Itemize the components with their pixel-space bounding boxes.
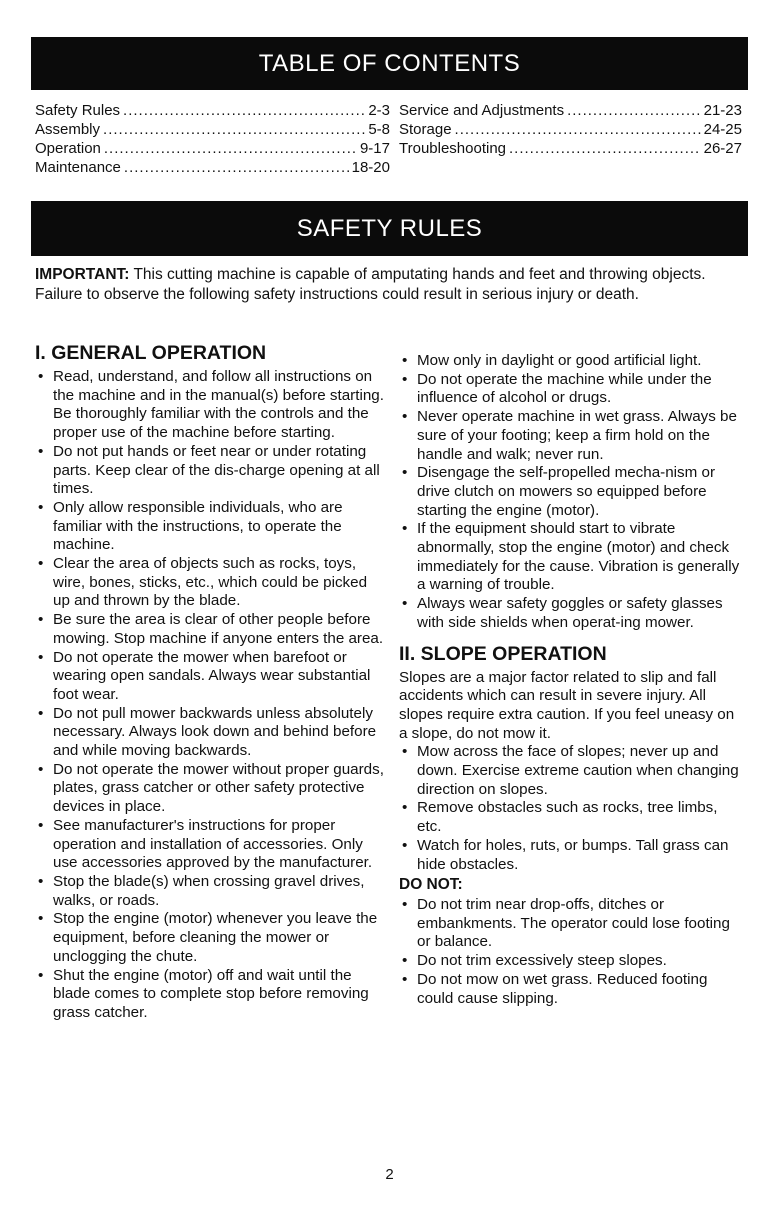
- list-item: • Shut the engine (motor) off and wait until the blade comes to complete stop before removing grass catcher.: [35, 967, 388, 1023]
- safety-rules-title: SAFETY RULES: [296, 214, 483, 242]
- toc-entry[interactable]: [399, 139, 742, 158]
- toc-right-column: [399, 101, 742, 158]
- toc-entry[interactable]: [35, 158, 390, 177]
- list-item: • Do not pull mower backwards unless absolutely necessary. Always look down and behind before and while moving backwards.: [35, 705, 388, 761]
- toc-leader-dots: [509, 139, 701, 158]
- list-item: • Do not trim excessively steep slopes.: [399, 952, 744, 971]
- toc-entry[interactable]: [35, 139, 390, 158]
- toc-entry-label: Troubleshooting: [399, 140, 507, 157]
- toc-entry[interactable]: [35, 101, 390, 120]
- list-item: • Do not operate the machine while under the influence of alcohol or drugs.: [399, 371, 744, 408]
- list-item: • Clear the area of objects such as rocks, toys, wire, bones, sticks, etc., which could be picked up and thrown by the blade.: [35, 555, 388, 611]
- important-notice: [35, 265, 745, 305]
- toc-entry-pages: 5-8: [368, 121, 390, 138]
- do-not-heading: DO NOT:: [399, 876, 463, 894]
- list-item: • Mow only in daylight or good artificial light.: [399, 352, 744, 371]
- left-column: [35, 342, 388, 1023]
- toc-entry-pages: 2-3: [368, 102, 390, 119]
- toc-entry[interactable]: [399, 101, 742, 120]
- toc-leader-dots: [455, 120, 701, 139]
- toc-entry-pages: 24-25: [703, 121, 742, 138]
- toc-leader-dots: [103, 120, 365, 139]
- list-item: • Be sure the area is clear of other people before mowing. Stop machine if anyone enters the area.: [35, 611, 388, 648]
- page-number: 2: [385, 1166, 394, 1183]
- toc-left-column: [35, 101, 390, 177]
- toc-entry[interactable]: [35, 120, 390, 139]
- list-item: • Do not put hands or feet near or under rotating parts. Keep clear of the dis-charge opening at all times.: [35, 443, 388, 499]
- list-item: • Mow across the face of slopes; never up and down. Exercise extreme caution when changing direction on slopes.: [399, 743, 744, 799]
- list-item: • Stop the engine (motor) whenever you leave the equipment, before cleaning the mower or unclogging the chute.: [35, 910, 388, 966]
- important-text: This cutting machine is capable of amputating hands and feet and throwing objects. Failure to observe the following safety instructions could result in serious injury or death.: [35, 266, 706, 303]
- toc-leader-dots: [104, 139, 357, 158]
- general-operation-heading: I. GENERAL OPERATION: [35, 342, 267, 364]
- toc-leader-dots: [567, 101, 701, 120]
- list-item: • See manufacturer's instructions for proper operation and installation of accessories. Only use accessories approved by the manufacturer.: [35, 817, 388, 873]
- list-item: • Always wear safety goggles or safety glasses with side shields when operat-ing mower.: [399, 595, 744, 632]
- important-label: IMPORTANT:: [35, 266, 130, 283]
- toc-entry-pages: 21-23: [703, 102, 742, 119]
- slope-intro-paragraph: Slopes are a major factor related to slip and fall accidents which can result in severe injury. All slopes require extra caution. If you feel uneasy on a slope, do not mow it.: [399, 668, 735, 742]
- slope-operation-list: [399, 743, 744, 874]
- list-item: • Never operate machine in wet grass. Always be sure of your footing; keep a firm hold on the handle and walk; never run.: [399, 408, 744, 464]
- toc-title: TABLE OF CONTENTS: [258, 49, 521, 77]
- general-operation-list-continued: [399, 352, 744, 633]
- list-item: • Only allow responsible individuals, who are familiar with the instructions, to operate the machine.: [35, 499, 388, 555]
- toc-entry-label: Maintenance: [35, 159, 121, 176]
- toc-entry[interactable]: [399, 120, 742, 139]
- toc-entry-label: Operation: [35, 140, 101, 157]
- toc-leader-dots: [124, 158, 349, 177]
- right-column: [399, 352, 744, 1008]
- toc-entry-label: Safety Rules: [35, 102, 121, 119]
- list-item: • Watch for holes, ruts, or bumps. Tall grass can hide obstacles.: [399, 837, 744, 874]
- toc-entry-label: Assembly: [35, 121, 101, 138]
- safety-rules-banner: [31, 201, 748, 256]
- list-item: • If the equipment should start to vibrate abnormally, stop the engine (motor) and check immediately for the cause. Vibration is generally a warning of trouble.: [399, 520, 744, 595]
- list-item: • Do not mow on wet grass. Reduced footing could cause slipping.: [399, 971, 744, 1008]
- toc-banner: [31, 37, 748, 90]
- list-item: • Do not trim near drop-offs, ditches or embankments. The operator could lose footing or balance.: [399, 896, 744, 952]
- general-operation-list: [35, 368, 388, 1023]
- list-item: • Stop the blade(s) when crossing gravel drives, walks, or roads.: [35, 873, 388, 910]
- toc-entry-label: Service and Adjustments: [399, 102, 565, 119]
- list-item: • Read, understand, and follow all instructions on the machine and in the manual(s) before starting. Be thoroughly familiar with the controls and the proper use of the machine before starting.: [35, 368, 388, 443]
- toc-entry-pages: 18-20: [351, 159, 390, 176]
- list-item: • Do not operate the mower without proper guards, plates, grass catcher or other safety protective devices in place.: [35, 761, 388, 817]
- list-item: • Do not operate the mower when barefoot or wearing open sandals. Always wear substantial foot wear.: [35, 649, 388, 705]
- toc-leader-dots: [123, 101, 365, 120]
- list-item: • Disengage the self-propelled mecha-nism or drive clutch on mowers so equipped before starting the engine (motor).: [399, 464, 744, 520]
- toc-entry-label: Storage: [399, 121, 452, 138]
- toc-entry-pages: 9-17: [359, 140, 390, 157]
- list-item: • Remove obstacles such as rocks, tree limbs, etc.: [399, 799, 744, 836]
- slope-operation-heading: II. SLOPE OPERATION: [399, 642, 607, 665]
- do-not-list: [399, 896, 744, 1008]
- toc-entry-pages: 26-27: [703, 140, 742, 157]
